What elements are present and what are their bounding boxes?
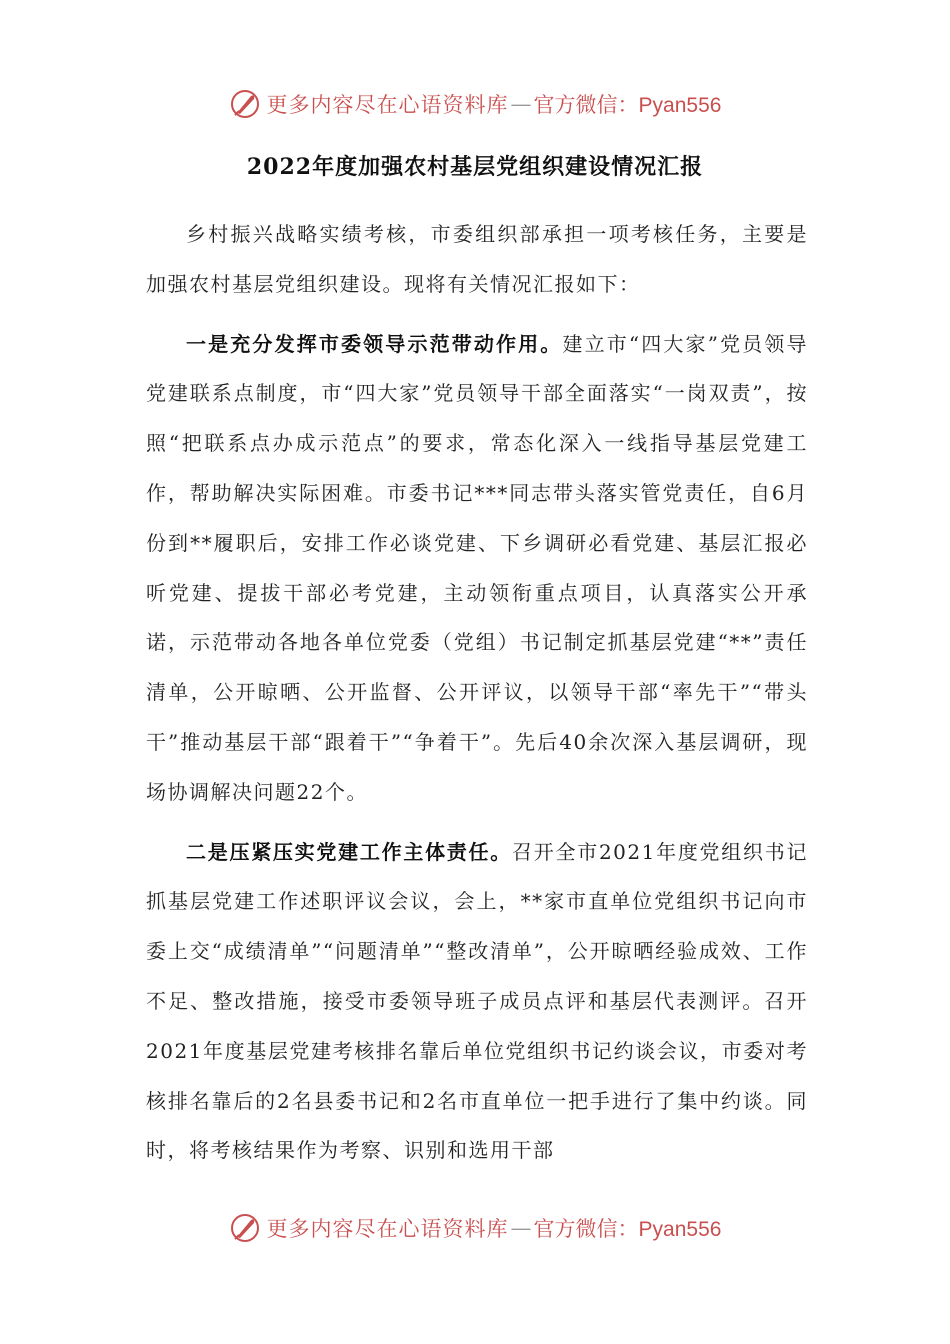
section-body: 召开全市2021年度党组织书记抓基层党建工作述职评议会议，会上，**家市直单位党组织书记向市委上交“成绩清单”“问题清单”“整改清单”，公开晾晒经验成效、工作不足、整改措施，接受市委领导班子成员点评和基层代表测评。召开2021年度基层党建考核排名靠后单位党组织书记约谈会议，市委对考核排名靠后的2名县委书记和2名市直单位一把手进行了集中约谈。同时，将考核结果作为考察、识别和选用干部 [146, 839, 808, 1163]
watermark-footer [0, 1208, 950, 1248]
watermark-text: 更多内容尽在心语资料库 [266, 1217, 509, 1241]
section-body: 建立市“四大家”党员领导党建联系点制度，市“四大家”党员领导干部全面落实“一岗双责”，按照“把联系点办成示范点”的要求，常态化深入一线指导基层党建工作，帮助解决实际困难。市委书记***同志带头落实管党责任，自6月份到**履职后，安排工作必谈党建、下乡调研必看党建、基层汇报必听党建、提拔干部必考党建，主动领衔重点项目，认真落实公开承诺，示范带动各地各单位党委（党组）书记制定抓基层党建“**”责任清单，公开晾晒、公开监督、公开评议，以领导干部“率先干”“带头干”推动基层干部“跟着干”“争着干”。先后40余次深入基层调研，现场协调解决问题22个。 [146, 331, 809, 804]
section-lead: 一是充分发挥市委领导示范带动作用。 [186, 331, 563, 356]
intro-paragraph: 乡村振兴战略实绩考核，市委组织部承担一项考核任务，主要是加强农村基层党组织建设。现将有关情况汇报如下： [146, 222, 808, 296]
document-title: 2022年度加强农村基层党组织建设情况汇报 [246, 154, 704, 180]
watermark-contact: 官方微信：Pyan556 [533, 1218, 722, 1241]
document-body [146, 210, 808, 1176]
quill-pen-icon [229, 1212, 261, 1244]
section-paragraph [146, 320, 808, 818]
watermark-contact: 官方微信：Pyan556 [533, 94, 722, 117]
watermark-text: 更多内容尽在心语资料库 [266, 93, 509, 117]
watermark-separator: — [510, 1216, 532, 1240]
watermark-header [0, 84, 950, 124]
watermark-separator: — [510, 92, 532, 116]
section-lead: 二是压紧压实党建工作主体责任。 [186, 839, 513, 864]
quill-pen-icon [229, 88, 261, 120]
section-paragraph [146, 828, 808, 1177]
